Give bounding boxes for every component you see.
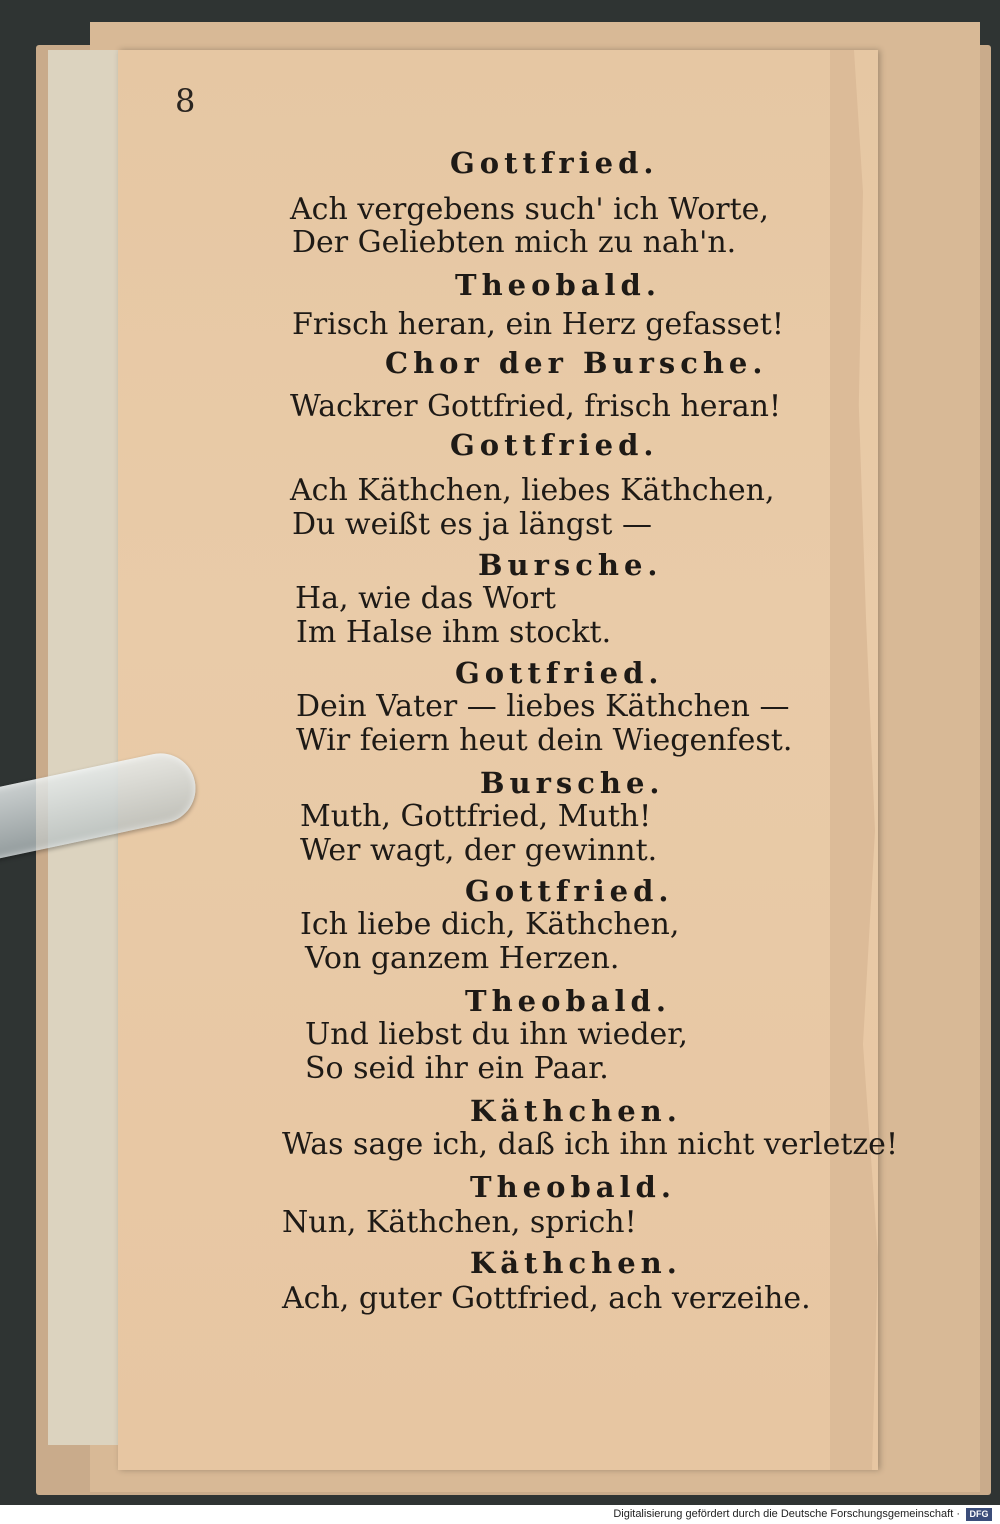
speaker-heading: Käthchen.	[470, 1094, 682, 1128]
dfg-logo-icon: DFG	[966, 1508, 992, 1521]
verse-line: Was sage ich, daß ich ihn nicht verletze!	[282, 1127, 898, 1162]
speaker-heading: Gottfried.	[450, 428, 659, 462]
verse-line: Ach Käthchen, liebes Käthchen,	[290, 473, 775, 508]
verse-line: Frisch heran, ein Herz gefasset!	[292, 307, 784, 342]
speaker-heading: Käthchen.	[470, 1246, 682, 1280]
speaker-heading: Bursche.	[480, 766, 665, 800]
verse-line: Nun, Käthchen, sprich!	[282, 1205, 637, 1240]
verse-line: Ach, guter Gottfried, ach verzeihe.	[282, 1281, 811, 1316]
speaker-heading: Gottfried.	[455, 656, 664, 690]
verse-line: Und liebst du ihn wieder,	[305, 1017, 688, 1052]
footer-credit: Digitalisierung gefördert durch die Deutsche Forschungsgemeinschaft ·	[613, 1508, 960, 1520]
verse-line: Der Geliebten mich zu nah'n.	[292, 225, 737, 260]
verse-line: Ich liebe dich, Käthchen,	[300, 907, 680, 942]
page-number: 8	[175, 82, 196, 120]
verse-line: Im Halse ihm stockt.	[296, 615, 612, 650]
verse-line: Ha, wie das Wort	[295, 581, 556, 616]
verse-line: Muth, Gottfried, Muth!	[300, 799, 652, 834]
speaker-heading: Chor der Bursche.	[385, 346, 768, 380]
speaker-heading: Theobald.	[465, 984, 671, 1018]
verse-line: So seid ihr ein Paar.	[305, 1051, 609, 1086]
footer-bar	[0, 1505, 1000, 1524]
verse-line: Ach vergebens such' ich Worte,	[290, 192, 769, 227]
verse-line: Du weißt es ja längst —	[292, 507, 652, 542]
speaker-heading: Bursche.	[478, 548, 663, 582]
verse-line: Dein Vater — liebes Käthchen —	[296, 689, 790, 724]
speaker-heading: Gottfried.	[465, 874, 674, 908]
verse-line: Von ganzem Herzen.	[305, 941, 620, 976]
verse-line: Wackrer Gottfried, frisch heran!	[290, 389, 782, 424]
speaker-heading: Theobald.	[470, 1170, 676, 1204]
verse-line: Wer wagt, der gewinnt.	[300, 833, 658, 868]
speaker-heading: Theobald.	[455, 268, 661, 302]
speaker-heading: Gottfried.	[450, 146, 659, 180]
verse-line: Wir feiern heut dein Wiegenfest.	[296, 723, 793, 758]
